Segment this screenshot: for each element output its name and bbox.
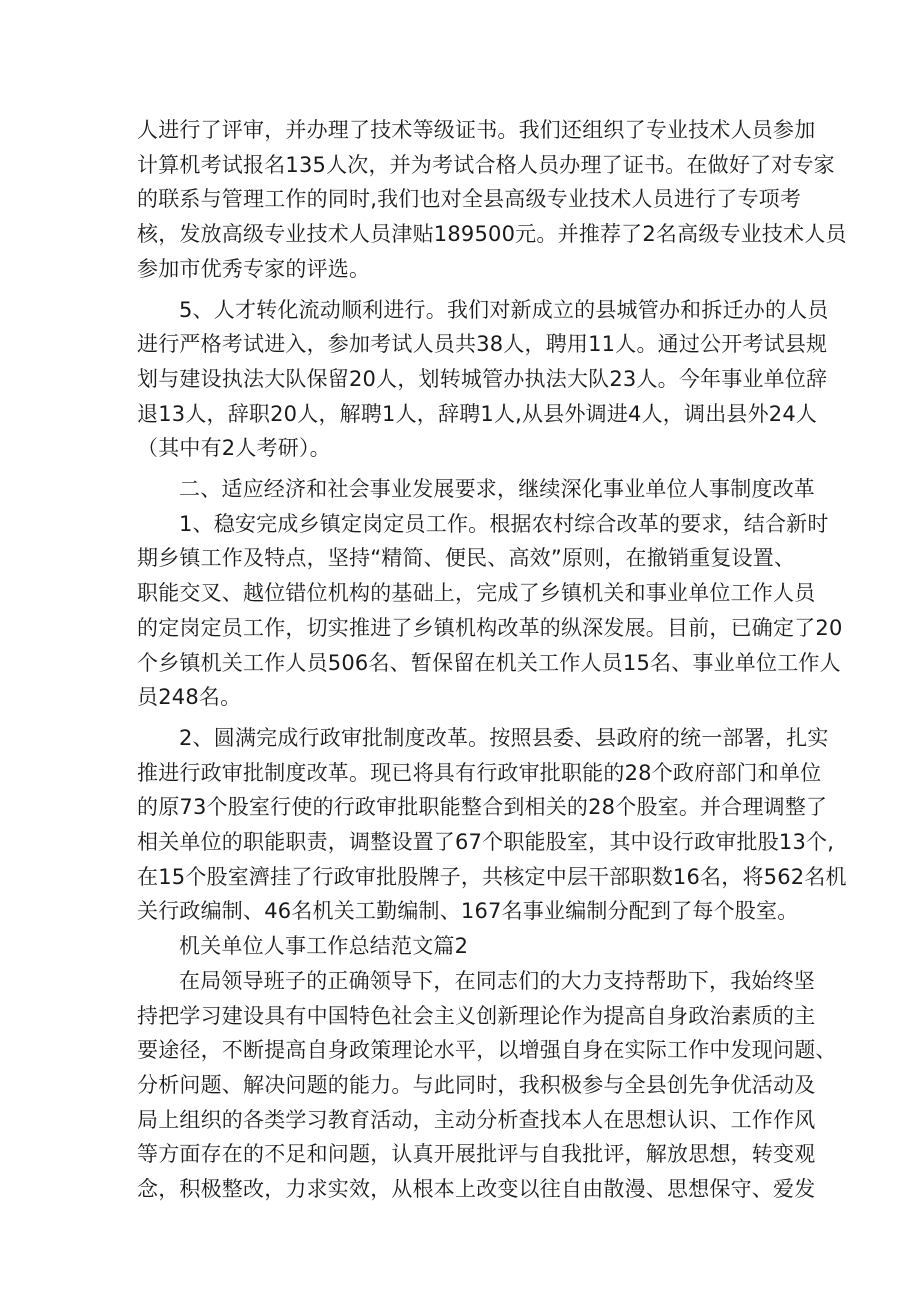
text-line: 的原73个股室行使的行政审批职能整合到相关的28个股室。并合理调整了 <box>137 795 828 820</box>
text-line: 退13人，辞职20人，解聘1人，辞聘1人,从县外调进4人，调出县外24人 <box>137 401 818 426</box>
text-line: 个乡镇机关工作人员506名、暂保留在机关工作人员15名、事业单位工作人 <box>137 650 841 675</box>
text-line: 职能交叉、越位错位机构的基础上，完成了乡镇机关和事业单位工作人员 <box>137 581 816 606</box>
text-line: 局上组织的各类学习教育活动，主动分析查找本人在思想认识、工作作风 <box>137 1107 816 1132</box>
text-line: （其中有2人考研）。 <box>137 436 331 461</box>
text-line: 计算机考试报名135人次，并为考试合格人员办理了证书。在做好了对专家 <box>137 152 835 177</box>
text-line: 相关单位的职能职责，调整设置了67个职能股室，其中设行政审批股13个, <box>137 830 835 855</box>
paragraph-start-line: 在局领导班子的正确领导下，在同志们的大力支持帮助下，我始终坚 <box>179 968 815 993</box>
paragraph-start-line: 1、稳安完成乡镇定岗定员工作。根据农村综合改革的要求，结合新时 <box>179 511 829 536</box>
paragraph-start-line: 5、人才转化流动顺利进行。我们对新成立的县城管办和拆迁办的人员 <box>179 297 829 322</box>
text-line: 期乡镇工作及特点，坚持“精简、便民、高效”原则，在撤销重复设置、 <box>137 546 796 571</box>
text-line: 参加市优秀专家的评选。 <box>137 256 371 281</box>
text-line: 进行严格考试进入，参加考试人员共38人，聘用11人。通过公开考试县规 <box>137 332 828 357</box>
text-line: 持把学习建设具有中国特色社会主义创新理论作为提高自身政治素质的主 <box>137 1003 816 1028</box>
text-line: 念，积极整改，力求实效，从根本上改变以往自由散漫、思想保守、爱发 <box>137 1177 816 1202</box>
text-line: 的定岗定员工作，切实推进了乡镇机构改革的纵深发展。目前，已确定了20 <box>137 615 843 640</box>
text-line: 要途径，不断提高自身政策理论水平，以增强自身在实际工作中发现问题、 <box>137 1038 837 1063</box>
text-line: 核，发放高级专业技术人员津贴189500元。并推荐了2名高级专业技术人员 <box>137 222 847 247</box>
section-heading: 二、适应经济和社会事业发展要求，继续深化事业单位人事制度改革 <box>179 477 815 502</box>
text-line: 员248名。 <box>137 685 242 710</box>
text-line: 人进行了评审，并办理了技术等级证书。我们还组织了专业技术人员参加 <box>137 118 816 142</box>
text-line: 分析问题、解决问题的能力。与此同时，我积极参与全县创先争优活动及 <box>137 1072 816 1097</box>
text-line: 关行政编制、46名机关工勤编制、167名事业编制分配到了每个股室。 <box>137 899 799 924</box>
text-line: 等方面存在的不足和问题，认真开展批评与自我批评，解放思想，转变观 <box>137 1142 816 1167</box>
text-line: 的联系与管理工作的同时,我们也对全县高级专业技术人员进行了专项考 <box>137 187 802 212</box>
text-line: 在15个股室濟挂了行政审批股牌子，共核定中层干部职数16名，将562名机 <box>137 864 847 889</box>
document-body <box>137 113 847 1207</box>
article-title: 机关单位人事工作总结范文篇2 <box>179 934 469 959</box>
text-line: 推进行政审批制度改革。现已将具有行政审批职能的28个政府部门和单位 <box>137 760 822 785</box>
paragraph-start-line: 2、圆满完成行政审批制度改革。按照县委、县政府的统一部署，扎实 <box>179 725 829 750</box>
text-line: 划与建设执法大队保留20人，划转城管办执法大队23人。今年事业单位辞 <box>137 366 828 391</box>
